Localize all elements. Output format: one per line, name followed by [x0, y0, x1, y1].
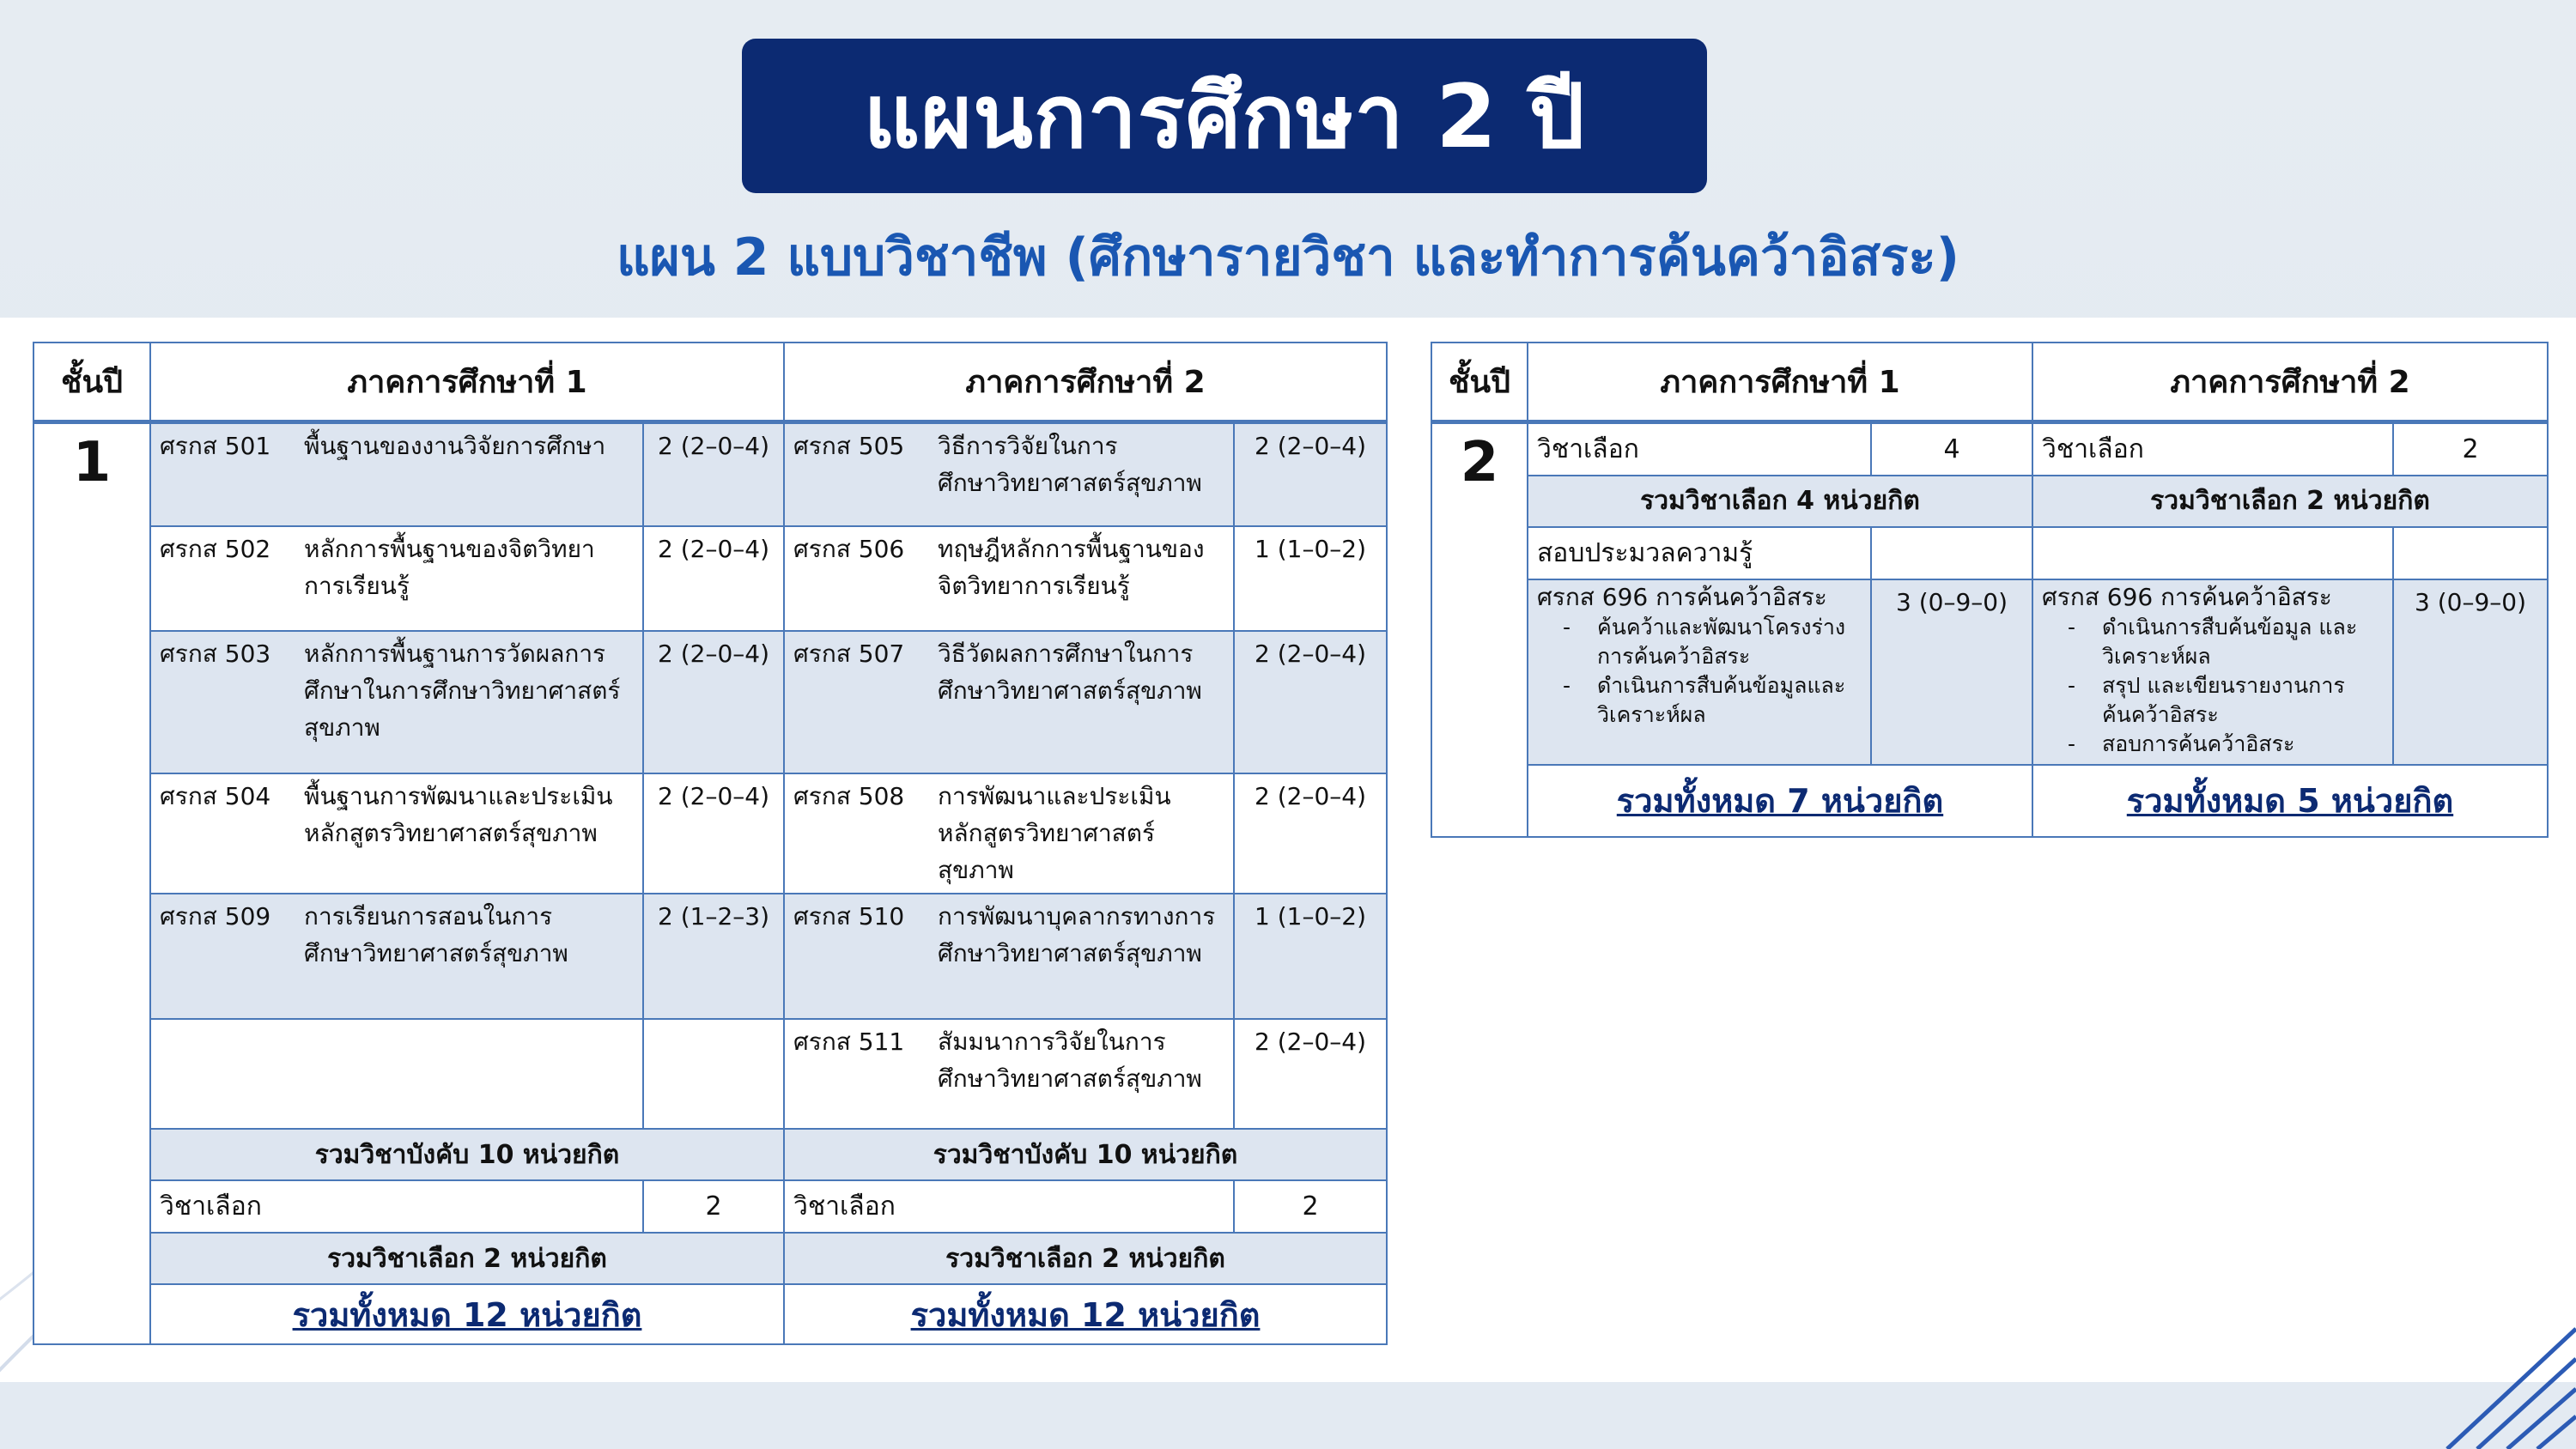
credit-cell: 2 (2–0–4) [1234, 1019, 1387, 1129]
semester2-header: ภาคการศึกษาที่ 2 [784, 343, 1387, 421]
list-item: - สอบการค้นคว้าอิสระ [2068, 730, 2392, 759]
credit-cell: 2 (2–0–4) [643, 421, 784, 526]
elective-sum-row [33, 1233, 1387, 1284]
table-row [33, 526, 1387, 631]
list-item: - ค้นคว้าและพัฒนาโครงร่างการค้นคว้าอิสระ [1563, 613, 1870, 671]
course-cell: ศรกส 504 พื้นฐานการพัฒนาและประเมินหลักสูตรวิทยาศาสตร์สุขภาพ [150, 773, 643, 894]
year2-header-row [1431, 343, 2548, 421]
table-row [33, 894, 1387, 1019]
credit-cell: 1 (1–0–2) [1234, 894, 1387, 1019]
year-header: ชั้นปี [1431, 343, 1528, 421]
course-cell: ศรกส 507 วิธีวัดผลการศึกษาในการศึกษาวิทยาศาสตร์สุขภาพ [784, 631, 1234, 773]
elective-label: วิชาเลือก [2032, 421, 2393, 476]
required-sum-s2: รวมวิชาบังคับ 10 หน่วยกิต [784, 1129, 1387, 1180]
elective-label: วิชาเลือก [150, 1180, 643, 1233]
decorative-stripes [2430, 1320, 2576, 1449]
table-row [33, 773, 1387, 894]
credit-cell: 2 (2–0–4) [643, 773, 784, 894]
elective-sum-s1: รวมวิชาเลือก 4 หน่วยกิต [1528, 476, 2032, 527]
elective-label: วิชาเลือก [784, 1180, 1234, 1233]
footer-band [0, 1382, 2576, 1449]
course-cell: ศรกส 505 วิธีการวิจัยในการศึกษาวิทยาศาสตร์สุขภาพ [784, 421, 1234, 526]
title-banner [742, 39, 1707, 193]
credit-cell: 2 (2–0–4) [1234, 631, 1387, 773]
course-cell: ศรกส 510 การพัฒนาบุคลากรทางการศึกษาวิทยาศาสตร์สุขภาพ [784, 894, 1234, 1019]
credit-cell: 2 (2–0–4) [1234, 421, 1387, 526]
semester2-header: ภาคการศึกษาที่ 2 [2032, 343, 2548, 421]
empty-cell [2393, 527, 2548, 579]
credit-cell: 2 (2–0–4) [1234, 773, 1387, 894]
year-header: ชั้นปี [33, 343, 150, 421]
elective-sum-s2: รวมวิชาเลือก 2 หน่วยกิต [2032, 476, 2548, 527]
exam-row [1431, 527, 2548, 579]
empty-cell [2032, 527, 2393, 579]
credit-cell: 3 (0–9–0) [2393, 579, 2548, 765]
list-item: - ดำเนินการสืบค้นข้อมูลและวิเคราะห์ผล [1563, 671, 1870, 730]
table-row [33, 631, 1387, 773]
elective-label: วิชาเลือก [1528, 421, 1871, 476]
page-title: แผนการศึกษา 2 ปี [863, 66, 1586, 168]
table-row [33, 1019, 1387, 1129]
elective-row [33, 1180, 1387, 1233]
list-item: - ดำเนินการสืบค้นข้อมูล และวิเคราะห์ผล [2068, 613, 2392, 671]
total-s1: รวมทั้งหมด 7 หน่วยกิต [1528, 765, 2032, 837]
elective-credit: 2 [643, 1180, 784, 1233]
total-s1: รวมทั้งหมด 12 หน่วยกิต [150, 1284, 784, 1344]
research-cell-s1: ศรกส 696 การค้นคว้าอิสระ - ค้นคว้าและพัฒนาโครงร่างการค้นคว้าอิสระ - ดำเนินการสืบค้นข้อมูลและวิเคราะห์ผล [1528, 579, 1871, 765]
year2-table [1431, 342, 2549, 838]
elective-sum-s1: รวมวิชาเลือก 2 หน่วยกิต [150, 1233, 784, 1284]
course-cell: ศรกส 502 หลักการพื้นฐานของจิตวิทยาการเรียนรู้ [150, 526, 643, 631]
course-cell [150, 1019, 643, 1129]
semester1-header: ภาคการศึกษาที่ 1 [150, 343, 784, 421]
semester1-header: ภาคการศึกษาที่ 1 [1528, 343, 2032, 421]
required-sum-s1: รวมวิชาบังคับ 10 หน่วยกิต [150, 1129, 784, 1180]
credit-cell: 2 (1–2–3) [643, 894, 784, 1019]
table-row [33, 421, 1387, 526]
credit-cell: 2 (2–0–4) [643, 526, 784, 631]
credit-cell: 2 (2–0–4) [643, 631, 784, 773]
course-cell: ศรกส 508 การพัฒนาและประเมินหลักสูตรวิทยาศาสตร์สุขภาพ [784, 773, 1234, 894]
elective-sum-s2: รวมวิชาเลือก 2 หน่วยกิต [784, 1233, 1387, 1284]
credit-cell [643, 1019, 784, 1129]
course-cell: ศรกส 503 หลักการพื้นฐานการวัดผลการศึกษาในการศึกษาวิทยาศาสตร์สุขภาพ [150, 631, 643, 773]
year-number: 1 [33, 421, 150, 1344]
total-row [1431, 765, 2548, 837]
course-cell: ศรกส 511 สัมมนาการวิจัยในการศึกษาวิทยาศาสตร์สุขภาพ [784, 1019, 1234, 1129]
required-sum-row [33, 1129, 1387, 1180]
page-subtitle: แผน 2 แบบวิชาชีพ (ศึกษารายวิชา และทำการค้นคว้าอิสระ) [617, 227, 1959, 288]
total-s2: รวมทั้งหมด 12 หน่วยกิต [784, 1284, 1387, 1344]
research-row [1431, 579, 2548, 765]
elective-credit: 4 [1871, 421, 2032, 476]
empty-cell [1871, 527, 2032, 579]
comprehensive-exam-label: สอบประมวลความรู้ [1528, 527, 1871, 579]
course-cell: ศรกส 506 ทฤษฎีหลักการพื้นฐานของจิตวิทยาการเรียนรู้ [784, 526, 1234, 631]
elective-sum-row [1431, 476, 2548, 527]
credit-cell: 1 (1–0–2) [1234, 526, 1387, 631]
elective-credit: 2 [1234, 1180, 1387, 1233]
course-cell: ศรกส 509 การเรียนการสอนในการศึกษาวิทยาศาสตร์สุขภาพ [150, 894, 643, 1019]
year-number: 2 [1431, 421, 1528, 837]
research-cell-s2: ศรกส 696 การค้นคว้าอิสระ - ดำเนินการสืบค้นข้อมูล และวิเคราะห์ผล - สรุป และเขียนรายงานการค้นคว้าอิสระ - สอบการค้นคว้าอิสระ [2032, 579, 2393, 765]
total-s2: รวมทั้งหมด 5 หน่วยกิต [2032, 765, 2548, 837]
list-item: - สรุป และเขียนรายงานการค้นคว้าอิสระ [2068, 671, 2392, 730]
elective-row [1431, 421, 2548, 476]
year1-table [33, 342, 1388, 1345]
course-cell: ศรกส 501 พื้นฐานของงานวิจัยการศึกษา [150, 421, 643, 526]
year1-header-row [33, 343, 1387, 421]
elective-credit: 2 [2393, 421, 2548, 476]
total-row [33, 1284, 1387, 1344]
credit-cell: 3 (0–9–0) [1871, 579, 2032, 765]
